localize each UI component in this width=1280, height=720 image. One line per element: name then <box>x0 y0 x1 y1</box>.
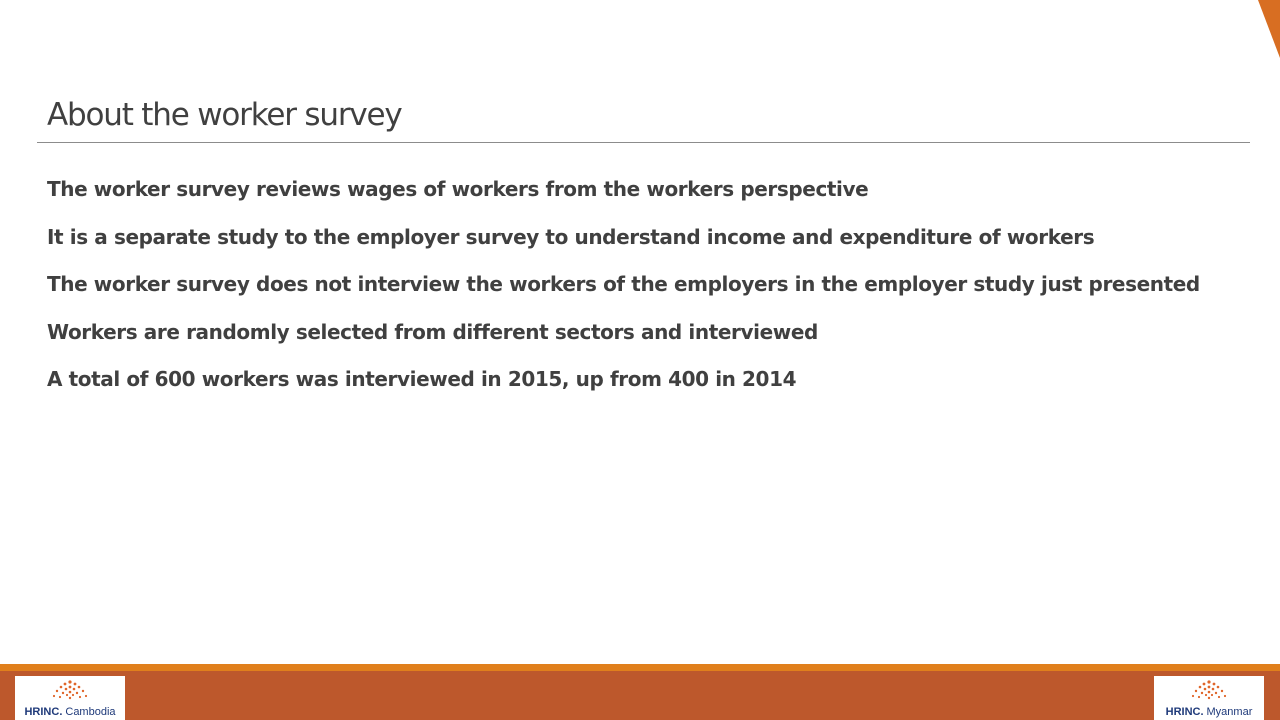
bullet-item: Workers are randomly selected from different sectors and interviewed <box>47 319 818 344</box>
slide-title: About the worker survey <box>47 97 402 133</box>
logo-location-text: Cambodia <box>65 706 116 718</box>
bullet-item: The worker survey reviews wages of workers from the workers perspective <box>47 177 869 201</box>
corner-accent <box>1258 0 1280 58</box>
bullet-item: The worker survey does not interview the workers of the employers in the employer study just presented <box>47 272 1200 296</box>
bullet-list <box>47 176 1200 414</box>
sunburst-icon <box>1187 679 1231 701</box>
logo-location-text: Myanmar <box>1206 706 1253 718</box>
hrinc-myanmar-logo <box>1154 676 1264 720</box>
footer-bar <box>0 671 1280 720</box>
footer-accent-line <box>0 664 1280 671</box>
bullet-item: A total of 600 workers was interviewed in 2015, up from 400 in 2014 <box>47 367 797 391</box>
sunburst-icon <box>48 679 92 701</box>
logo-brand-text: HRINC. <box>1165 706 1204 718</box>
bullet-item: It is a separate study to the employer survey to understand income and expenditure of workers <box>47 224 1095 249</box>
hrinc-cambodia-logo <box>15 676 125 720</box>
title-divider <box>37 142 1250 143</box>
logo-brand-text: HRINC. <box>24 706 63 718</box>
